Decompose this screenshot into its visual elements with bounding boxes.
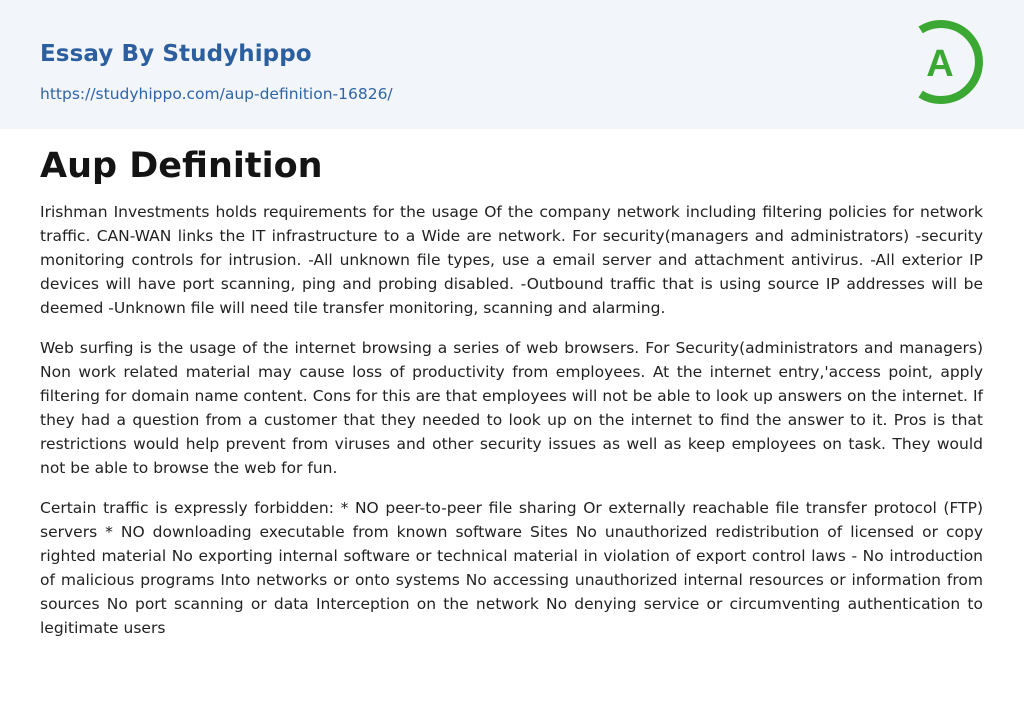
site-header — [0, 0, 1024, 129]
brand-title[interactable]: Essay By Studyhippo — [40, 41, 312, 67]
page-title: Aup Definition — [40, 146, 323, 186]
article-paragraph: Irishman Investments holds requirements for the usage Of the company network including filtering policies for network traffic. CAN-WAN links the IT infrastructure to a Wide are network. For security(managers and administrators) -security monitoring controls for intrusion. -All unknown file types, use a email server and attachment antivirus. -All exterior IP devices will have port scanning, ping and probing disabled. -Outbound traffic that is using source IP addresses will be deemed -Unknown file will need tile transfer monitoring, scanning and alarming. — [40, 203, 983, 317]
logo-ring-icon — [912, 19, 986, 105]
article-paragraph: Web surfing is the usage of the internet browsing a series of web browsers. For Security(administrators and managers) Non work related material may cause loss of productivity from employees. At the internet entry,'access point, apply filtering for domain name content. Cons for this are that employees will not be able to look up answers on the internet. If they had a question from a customer that they needed to look up on the internet to find the answer to it. Pros is that restrictions would help prevent from viruses and other security issues as well as keep employees on task. They would not be able to browse the web for fun. — [40, 339, 983, 477]
studyhippo-logo[interactable] — [912, 19, 986, 105]
article-paragraph: Certain traffic is expressly forbidden: * NO peer-to-peer file sharing Or externally reachable file transfer protocol (FTP) servers * NO downloading executable from known software Sites No unauthorized redistribution of licensed or copy righted material No exporting internal software or technical material in violation of export control laws - No introduction of malicious programs Into networks or onto systems No accessing unauthorized internal resources or information from sources No port scanning or data Interception on the network No denying service or circumventing authentication to legitimate users — [40, 499, 983, 637]
article-body — [40, 200, 983, 656]
logo-letter: A — [926, 43, 954, 85]
essay-url-link[interactable]: https://studyhippo.com/aup-definition-16826/ — [40, 85, 393, 103]
